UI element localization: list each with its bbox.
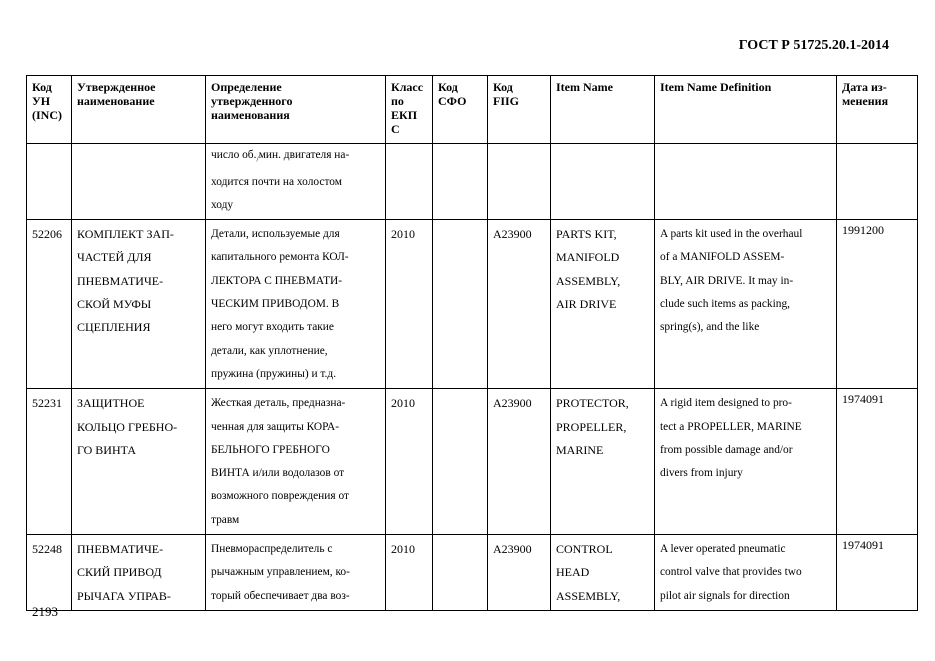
item-name-line: PROTECTOR, — [556, 396, 629, 411]
code-cell — [27, 144, 72, 220]
definition-line: рычажным управлением, ко- — [211, 566, 350, 579]
item-name-line: MANIFOLD — [556, 250, 620, 265]
table-row — [27, 144, 918, 220]
sfo-cell — [433, 535, 488, 611]
class-cell — [386, 144, 433, 220]
document-title: ГОСТ Р 51725.20.1-2014 — [738, 38, 889, 53]
name-cell — [72, 389, 206, 535]
item-name-line: PARTS KIT, — [556, 227, 617, 242]
header-line: Код — [32, 80, 52, 94]
header-line: Утвержденное — [77, 80, 156, 94]
fiig-cell: A23900 — [488, 389, 551, 535]
sfo-cell — [433, 220, 488, 389]
item-definition-line: spring(s), and the like — [660, 321, 760, 334]
header-line: Код — [438, 80, 458, 94]
name-line: ЗАЩИТНОЕ — [77, 396, 145, 411]
definition-line: Жесткая деталь, предназна- — [211, 397, 346, 410]
definition-line: возможного повреждения от — [211, 490, 349, 503]
definition-line: ходу — [211, 198, 234, 211]
item-name-line: ASSEMBLY, — [556, 273, 621, 288]
header-cell — [27, 76, 72, 144]
item-name-cell — [551, 144, 655, 220]
name-cell — [72, 535, 206, 611]
item-definition-line: control valve that provides two — [660, 566, 802, 579]
header-line: СФО — [438, 94, 467, 108]
name-line: КОМПЛЕКТ ЗАП- — [77, 227, 174, 242]
code-cell: 52248 — [27, 535, 72, 611]
name-line: СКОЙ МУФЫ — [77, 297, 152, 312]
class-cell: 2010 — [386, 535, 433, 611]
definition-line: ЧЕСКИМ ПРИВОДОМ. В — [211, 298, 340, 311]
header-line: наименование — [77, 94, 155, 108]
definition-cell — [206, 220, 386, 389]
item-name-line: AIR DRIVE — [556, 297, 617, 312]
date-cell: 1974091 — [837, 389, 918, 535]
header-cell — [837, 76, 918, 144]
definition-line: Детали, используемые для — [211, 228, 340, 241]
item-definition-cell — [655, 220, 837, 389]
header-line: Класс — [391, 80, 424, 94]
name-cell — [72, 220, 206, 389]
item-definition-line: A parts kit used in the overhaul — [660, 228, 803, 241]
table-row — [27, 220, 918, 389]
item-definition-line: tect a PROPELLER, MARINE — [660, 420, 802, 433]
header-cell — [206, 76, 386, 144]
item-name-cell — [551, 220, 655, 389]
item-definition-line: clude such items as packing, — [660, 298, 791, 311]
item-name-line: HEAD — [556, 565, 590, 580]
header-cell — [386, 76, 433, 144]
header-line: Код — [493, 80, 513, 94]
item-definition-cell — [655, 389, 837, 535]
date-cell: 1974091 — [837, 535, 918, 611]
header-cell — [551, 76, 655, 144]
item-definition-line: pilot air signals for direction — [660, 589, 790, 602]
header-line: менения — [842, 94, 889, 108]
definition-line: ЛЕКТОРА С ПНЕВМАТИ- — [211, 274, 343, 287]
page-number: 2193 — [32, 604, 58, 619]
sfo-cell — [433, 144, 488, 220]
definition-line: ченная для защиты КОРА- — [211, 420, 340, 433]
definition-line: число $об._/мин$. двигателя на- — [211, 149, 350, 164]
item-definition-line: of a MANIFOLD ASSEM- — [660, 251, 785, 264]
fiig-cell: A23900 — [488, 535, 551, 611]
definition-cell — [206, 389, 386, 535]
item-definition-line: BLY, AIR DRIVE. It may in- — [660, 274, 794, 287]
class-cell: 2010 — [386, 389, 433, 535]
header-line: С — [391, 122, 400, 136]
header-line: утвержденного — [211, 94, 293, 108]
name-line: ПНЕВМАТИЧЕ- — [77, 542, 164, 557]
header-cell — [72, 76, 206, 144]
date-cell — [837, 144, 918, 220]
definition-line: ходится почти на холостом — [211, 175, 342, 188]
table-header-row — [27, 76, 918, 144]
header-line: (INC) — [32, 108, 62, 122]
definition-line: БЕЛЬНОГО ГРЕБНОГО — [211, 443, 330, 456]
item-definition-line: A lever operated pneumatic — [660, 543, 786, 556]
name-line: ЧАСТЕЙ ДЛЯ — [77, 250, 152, 265]
header-line: FIIG — [493, 94, 520, 108]
code-cell: 52206 — [27, 220, 72, 389]
name-line: РЫЧАГА УПРАВ- — [77, 588, 171, 603]
definition-line: ВИНТА и/или водолазов от — [211, 467, 345, 480]
header-cell — [655, 76, 837, 144]
definition-line: него могут входить такие — [211, 321, 334, 334]
header-line: ЕКП — [391, 108, 418, 122]
item-name-line: MARINE — [556, 442, 604, 457]
name-cell — [72, 144, 206, 220]
definition-line: пружина (пружины) и т.д. — [211, 367, 337, 380]
date-cell: 1991200 — [837, 220, 918, 389]
definition-line: детали, как уплотнение, — [211, 344, 328, 357]
name-line: СКИЙ ПРИВОД — [77, 565, 162, 580]
item-name-line: PROPELLER, — [556, 419, 627, 434]
header-line: Item Name — [556, 80, 613, 94]
definition-line: Пневмораспределитель с — [211, 543, 333, 556]
header-cell — [488, 76, 551, 144]
name-line: СЦЕПЛЕНИЯ — [77, 320, 151, 335]
class-cell: 2010 — [386, 220, 433, 389]
definition-cell — [206, 535, 386, 611]
table-row — [27, 389, 918, 535]
header-cell — [433, 76, 488, 144]
sfo-cell — [433, 389, 488, 535]
item-definition-cell — [655, 535, 837, 611]
item-name-line: CONTROL — [556, 542, 613, 557]
item-name-line: ASSEMBLY, — [556, 588, 621, 603]
definition-cell — [206, 144, 386, 220]
item-definition-cell — [655, 144, 837, 220]
name-line: ГО ВИНТА — [77, 442, 137, 457]
item-name-cell — [551, 389, 655, 535]
item-definition-line: from possible damage and/or — [660, 443, 793, 456]
header-line: УН — [32, 94, 51, 108]
code-cell: 52231 — [27, 389, 72, 535]
header-line: Дата из- — [842, 80, 887, 94]
fiig-cell — [488, 144, 551, 220]
item-name-cell — [551, 535, 655, 611]
name-line: ПНЕВМАТИЧЕ- — [77, 273, 164, 288]
header-line: по — [391, 94, 404, 108]
classification-table — [26, 75, 918, 611]
header-line: Определение — [211, 80, 282, 94]
item-definition-line: divers from injury — [660, 467, 743, 480]
definition-line: травм — [211, 513, 240, 526]
header-line: Item Name Definition — [660, 80, 772, 94]
definition-line: торый обеспечивает два воз- — [211, 589, 350, 602]
header-line: наименования — [211, 108, 290, 122]
name-line: КОЛЬЦО ГРЕБНО- — [77, 419, 178, 434]
fiig-cell: A23900 — [488, 220, 551, 389]
item-definition-line: A rigid item designed to pro- — [660, 397, 792, 410]
definition-line: капитального ремонта КОЛ- — [211, 251, 349, 264]
table-row — [27, 535, 918, 611]
